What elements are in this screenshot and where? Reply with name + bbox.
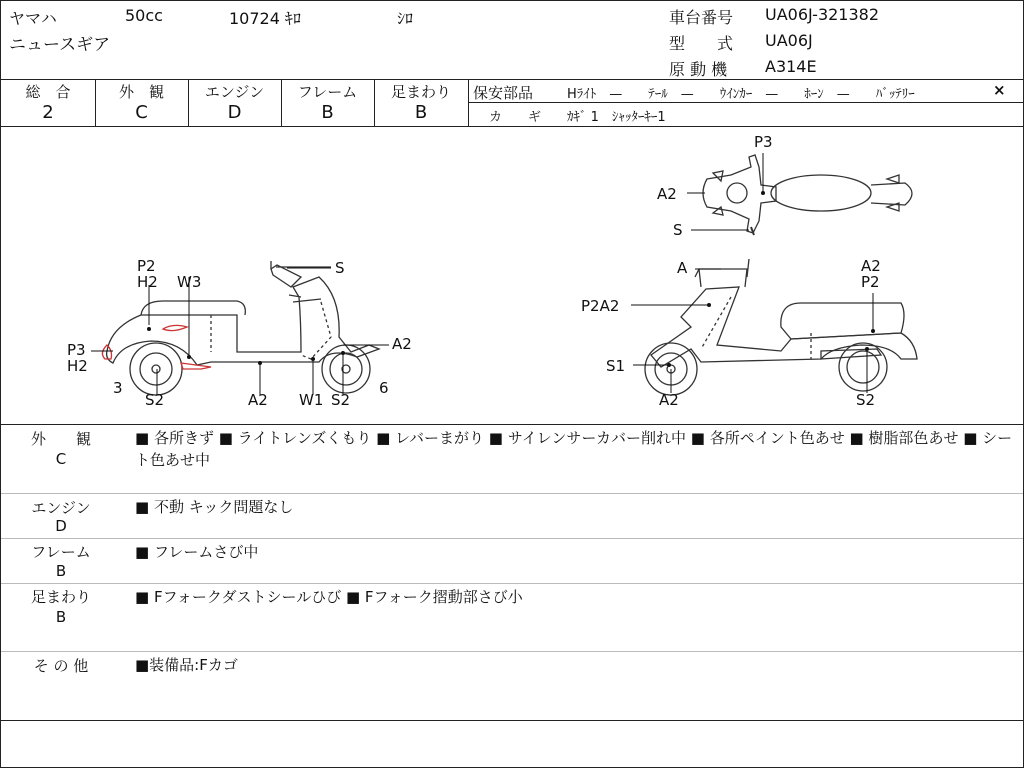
divider [1, 720, 1023, 721]
engine-label: 原 動 機 [669, 60, 728, 79]
damage-label: S2 [145, 391, 165, 409]
key-value: ｶｷﾞ 1 ｼｬｯﾀｰｷｰ1 [567, 110, 666, 125]
grade-overall-label: 総 合 [25, 83, 71, 101]
maker: ヤマハ [9, 9, 57, 28]
grade-frame-value: B [321, 102, 334, 123]
damage-label: P2 [861, 273, 880, 291]
damage-label: H2 [67, 357, 88, 375]
section-engine-note: ■ 不動 キック問題なし [135, 498, 294, 516]
damage-label: S1 [606, 357, 626, 375]
section-exterior-grade: C [55, 450, 67, 468]
grade-engine-value: D [227, 102, 242, 123]
damage-label: A2 [861, 257, 881, 275]
model-name: ニュースギア [9, 35, 111, 55]
frame-number-label: 車台番号 [669, 8, 734, 27]
section-frame-note: ■ フレームさび中 [135, 543, 259, 561]
damage-label: H2 [137, 273, 158, 291]
mileage: 10724 ｷﾛ [229, 9, 301, 28]
safety-parts-items: Hﾗｲﾄ — ﾃｰﾙ — ｳｲﾝｶｰ — ﾎｰﾝ — ﾊﾞｯﾃﾘｰ [567, 87, 915, 102]
scooter-top-view [703, 155, 912, 235]
grade-suspension-label: 足まわり [390, 83, 451, 101]
color: ｼﾛ [397, 9, 414, 28]
divider [1, 493, 1023, 494]
grade-suspension-value: B [414, 102, 428, 123]
grade-exterior-label: 外 観 [118, 83, 164, 101]
damage-label: A2 [657, 185, 677, 203]
displacement: 50cc [125, 6, 163, 25]
grade-frame-label: フレーム [297, 83, 358, 101]
damage-label: A2 [659, 391, 679, 409]
battery-missing-mark: × [993, 81, 1006, 99]
frame-number-value: UA06J-321382 [765, 5, 880, 24]
divider [1, 538, 1023, 539]
damage-label: P3 [67, 341, 86, 359]
grade-overall-value: 2 [42, 102, 54, 123]
damage-label: S2 [331, 391, 351, 409]
divider [468, 79, 469, 126]
damage-label: S2 [856, 391, 876, 409]
section-engine-title: エンジン [31, 499, 91, 517]
damage-label: W3 [177, 273, 202, 291]
damage-label: S [335, 259, 345, 277]
grade-exterior-value: C [135, 102, 148, 123]
section-engine-grade: D [55, 517, 67, 535]
divider [1, 651, 1023, 652]
damage-label: W1 [299, 391, 324, 409]
divider [468, 102, 1023, 103]
key-label: カ ギ [489, 110, 542, 125]
section-suspension-note: ■ Fフォークダストシールひび ■ Fフォーク摺動部さび小 [135, 588, 523, 606]
type-label: 型 式 [669, 34, 734, 53]
damage-label: P2 [137, 257, 156, 275]
safety-parts-label: 保安部品 [473, 84, 534, 102]
section-suspension-grade: B [55, 608, 67, 626]
damage-label: P3 [754, 133, 773, 151]
damage-label: 3 [113, 379, 123, 397]
damage-label: 6 [379, 379, 389, 397]
damage-label: S [673, 221, 683, 239]
damage-diagram [1, 127, 1023, 425]
section-frame-grade: B [55, 562, 67, 580]
damage-label: A2 [248, 391, 268, 409]
damage-label: P2A2 [581, 297, 620, 315]
grade-engine-label: エンジン [204, 83, 265, 101]
divider [1, 79, 1023, 80]
divider [1, 583, 1023, 584]
engine-value: A314E [765, 57, 817, 76]
section-exterior-note: ■ 各所きず ■ ライトレンズくもり ■ レバーまがり ■ サイレンサーカバー削れ中 ■ 各所ペイント色あせ ■ 樹脂部色あせ ■ シート色あせ中 [135, 429, 1013, 469]
section-other-note: ■装備品:Fカゴ [135, 656, 238, 674]
divider [1, 424, 1023, 425]
type-value: UA06J [765, 31, 813, 50]
section-suspension-title: 足まわり [30, 588, 91, 606]
damage-label: A [677, 259, 688, 277]
damage-label: A2 [392, 335, 412, 353]
section-exterior-title: 外 観 [30, 430, 91, 448]
section-other-title: そ の 他 [33, 657, 89, 675]
section-frame-title: フレーム [31, 543, 91, 561]
